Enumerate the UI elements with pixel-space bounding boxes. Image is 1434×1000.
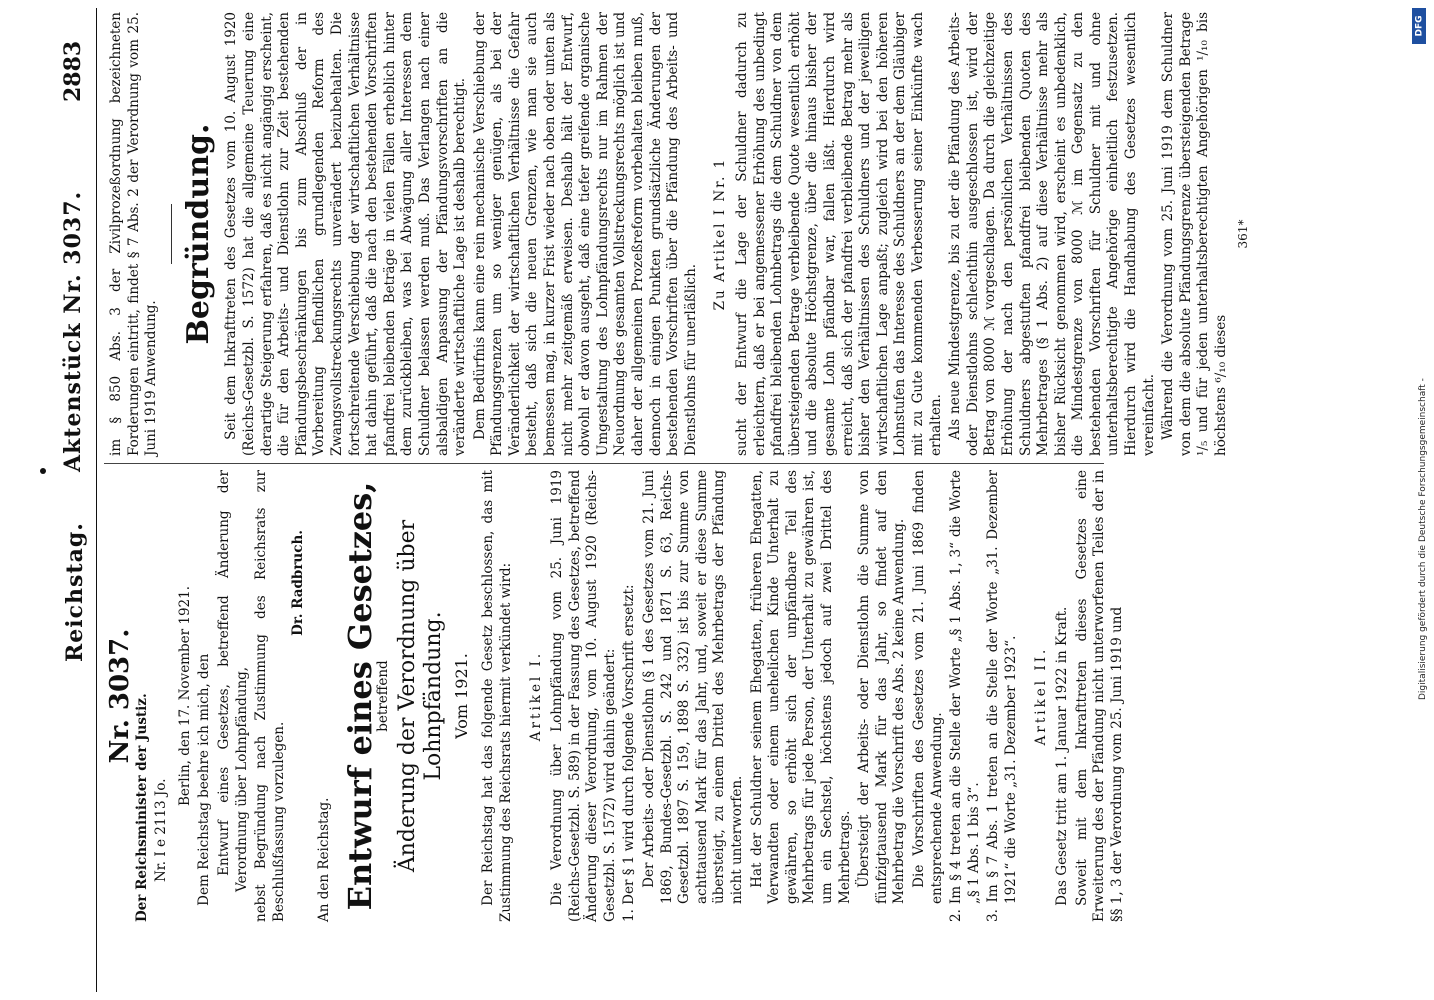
betreffend-label: betreffend bbox=[375, 660, 392, 732]
reasoning-para-2: Dem Bedürfnis kann eine rein mechanische Verschiebung der Pfändungsgrenzen um so weniger genügen, als bei der Veränderlichkeit der wirtschaftlichen Verhältnisse die Gefahr besteht, daß sich die neuen Grenzen, wie man sie auch bemessen mag, in kurzer Frist wieder nach oben oder unten als nicht mehr zeitgemäß erweisen. Deshalb hält der Entwurf, obwohl er davon ausgeht, daß eine tiefer greifende organische Umgestaltung des Lohnpfändungsrechts nur im Rahmen der Neuordnung des gesamten Vollstreckungsrechts möglich ist und daher der allgemeinen Prozeßreform vorbehalten bleiben muß, dennoch in einigen Punkten grundsätzliche Änderungen der bestehenden Vorschriften über die Pfändung des Arbeits- und Dienstlohns für unerläßlich. bbox=[471, 12, 699, 456]
document-number: Nr. 3037. bbox=[105, 628, 135, 764]
reasoning-para-3: sucht der Entwurf die Lage der Schuldner dadurch zu erleichtern, daß er bei angemessener Erhöhung des unbedingt pfandfrei bleibenden Lohnbetrags die dem Schuldner von dem übersteigenden Betrage verbleibende Quote wesentlich erhöht und die absolute Höchstgrenze, über die hinaus bisher der gesamte Lohn pfändbar war, fallen läßt. Hierdurch wird erreicht, daß sich der pfandfrei verbleibende Betrag mehr als bisher den Verhältnissen des Schuldners und der jeweiligen wirtschaftlichen Lage anpaßt; zugleich wird bei den höheren Lohnstufen das Interesse des Schuldners an der dem Gläubiger mit zu Gute kommenden Verbesserung seiner Einkünfte wach erhalten. bbox=[734, 12, 944, 456]
file-reference: Nr. I e 2113 Jo. bbox=[153, 778, 170, 882]
continuation-text: im § 850 Abs. 3 der Zivilprozeßordnung bezeichneten Forderungen eintritt, findet § 7 Abs. 2 der Verordnung vom 25. Juni 1919 Anwendung. bbox=[108, 12, 160, 456]
article-1-heading: Artikel I. bbox=[527, 650, 544, 742]
amendment-item-1: 1. Der § 1 wird durch folgende Vorschrift ersetzt: bbox=[621, 584, 638, 922]
article-1-intro: Die Verordnung über Lohnpfändung vom 25. Juni 1919 (Reichs-Gesetzbl. S. 589) in der Fassung des Gesetzes, betreffend Änderung dieser Verordnung, vom 10. August 1920 (Reichs-Gesetzbl. S. 1572) wird dahin geändert: bbox=[549, 470, 618, 922]
intro-text-2: Entwurf eines Gesetzes, betreffend Änderung der Verordnung über Lohnpfändung, bbox=[215, 470, 250, 892]
reasoning-para-1: Seit dem Inkrafttreten des Gesetzes vom 10. August 1920 (Reichs-Gesetzbl. S. 1572) hat die allgemeine Teuerung eine derartige Steigerung erfahren, daß es nicht angängig erscheint, die für den Arbeits- und Dienstlohn zur Zeit bestehenden Pfändungsbeschränkungen bis zum Abschluß der in Vorbereitung befindlichen grundlegenden Reform des Zwangsvollstreckungsrechts unverändert beizubehalten. Die fortschreitende Verschiebung der wirtschaftlichen Verhältnisse hat dahin geführt, daß die nach den bestehenden Vorschriften pfandfrei bleibenden Beträge in vielen Fällen erheblich hinter dem zurückbleiben, was bei Abwägung aller Interessen dem Schuldner belassen werden muß. Das Verlangen nach einer alsbaldigen Anpassung der Pfändungsvorschriften an die veränderte wirtschaftliche Lage ist deshalb berechtigt. bbox=[223, 12, 469, 456]
dfg-logo-text: DFG bbox=[1414, 15, 1425, 37]
section-rule bbox=[171, 204, 172, 264]
column-divider bbox=[104, 463, 1104, 464]
zu-artikel-heading: Zu Artikel I Nr. 1 bbox=[712, 157, 729, 311]
running-head-title: Aktenstück Nr. 3037. bbox=[60, 190, 86, 472]
begruendung-heading: Begründung. bbox=[180, 123, 216, 345]
amendment-item-1-para-4: Die Vorschriften des Gesetzes vom 21. Juni 1869 finden entsprechende Anwendung. bbox=[910, 470, 945, 904]
vom-line: Vom 1921. bbox=[451, 653, 471, 739]
document-page bbox=[0, 8, 1400, 992]
amendment-item-2: 2. Im § 4 treten an die Stelle der Worte „§ 1 Abs. 1, 3“ die Worte „§ 1 Abs. 1 bis 3“. bbox=[948, 470, 982, 922]
printer-dot bbox=[40, 468, 46, 474]
intro-text-1: Dem Reichstag beehre ich mich, den bbox=[196, 653, 213, 906]
right-column bbox=[108, 12, 1254, 456]
article-2-heading: Artikel II. bbox=[1032, 646, 1049, 746]
law-subject: Änderung der Verordnung über Lohnpfändung. bbox=[394, 519, 446, 873]
amendment-item-1-para-1: Der Arbeits- oder Dienstlohn (§ 1 des Gesetzes vom 21. Juni 1869, Bundes-Gesetzbl. S. 242 und 1871 S. 63, Reichs-Gesetzbl. 1897 S. 159, 1898 S. 332) ist bis zur Summe von achttausend Mark für das Jahr, und, soweit er diese Summe übersteigt, zu einem Drittel des Mehrbetrags der Pfändung nicht unterworfen. bbox=[641, 470, 746, 904]
date-line: Berlin, den 17. November 1921. bbox=[176, 585, 193, 807]
amendment-item-1-para-2: Hat der Schuldner seinem Ehegatten, früheren Ehegatten, Verwandten oder einem unehelichen Kinde Unterhalt zu gewähren, so erhöht sich der unpfändbare Teil des Mehrbetrags für jede Person, der Unterhalt zu gewähren ist, um ein Sechstel, höchstens jedoch auf zwei Drittel des Mehrbetrags. bbox=[748, 470, 853, 904]
article-2-para-2: Soweit mit dem Inkrafttreten dieses Gesetzes eine Erweiterung des der Pfändung nicht unterworfenen Teiles der in §§ 1, 3 der Verordnung vom 25. Juni 1919 und bbox=[1073, 470, 1125, 922]
amendment-item-1-para-3: Übersteigt der Arbeits- oder Dienstlohn die Summe von fünfzigtausend Mark für das Jahr, so findet auf den Mehrbetrag die Vorschrift des Abs. 2 keine Anwendung. bbox=[856, 470, 908, 904]
addressee: An den Reichstag. bbox=[315, 797, 332, 922]
enactment-clause: Der Reichstag hat das folgende Gesetz beschlossen, das mit Zustimmung des Reichsrats hiermit verkündet wird: bbox=[480, 470, 514, 922]
rotated-page bbox=[0, 8, 1400, 992]
running-head bbox=[50, 8, 97, 992]
running-head-left: Reichstag. bbox=[62, 522, 88, 662]
amendment-item-3: 3. Im § 7 Abs. 1 treten an die Stelle der Worte „31. Dezember 1921“ die Worte „31. Dezember 1923“. bbox=[985, 470, 1019, 922]
draft-law-title: Entwurf eines Gesetzes, bbox=[340, 481, 379, 911]
signature: Dr. Radbruch. bbox=[290, 530, 307, 636]
dfg-logo bbox=[1412, 8, 1426, 44]
digitization-credit: Digitalisierung gefördert durch die Deutsche Forschungsgemeinschaft - bbox=[1418, 378, 1428, 700]
minister-heading: Der Reichsminister der Justiz. bbox=[133, 693, 150, 922]
reasoning-para-4: Als neue Mindestgrenze, bis zu der die Pfändung des Arbeits- oder Dienstlohns schlechthin ausgeschlossen ist, wird der Betrag von 8000 ℳ vorgeschlagen. Da durch die gleichzeitige Erhöhung der nach den persönlichen Verhältnissen des Schuldners abgestuften pfandfrei bleibenden Quoten des Mehrbetrages (§ 1 Abs. 2) auf diese Verhältnisse mehr als bisher Rücksicht genommen wird, erscheint es unbedenklich, die Mindestgrenze von 8000 ℳ im Gegensatz zu den bestehenden Vorschriften für Schuldner mit und ohne unterhaltsberechtigte Angehörige einheitlich festzusetzen. Hierdurch wird die Handhabung des Gesetzes wesentlich vereinfacht. bbox=[947, 12, 1157, 456]
left-column bbox=[105, 470, 1129, 922]
reasoning-para-5: Während die Verordnung vom 25. Juni 1919 dem Schuldner von dem die absolute Pfändungsgrenze übersteigenden Betrage ¹/₅ und für jeden unterhaltsberechtigten Angehörigen ¹/₁₀ bis höchstens ⁶/₁₀ dieses bbox=[1160, 12, 1230, 456]
signature-mark: 361* bbox=[1235, 219, 1250, 249]
article-2-para-1: Das Gesetz tritt am 1. Januar 1922 in Kraft. bbox=[1054, 606, 1071, 906]
page-number: 2883 bbox=[60, 40, 86, 102]
intro-text-3: nebst Begründung nach Zustimmung des Reichsrats zur Beschlußfassung vorzulegen. bbox=[253, 470, 287, 922]
